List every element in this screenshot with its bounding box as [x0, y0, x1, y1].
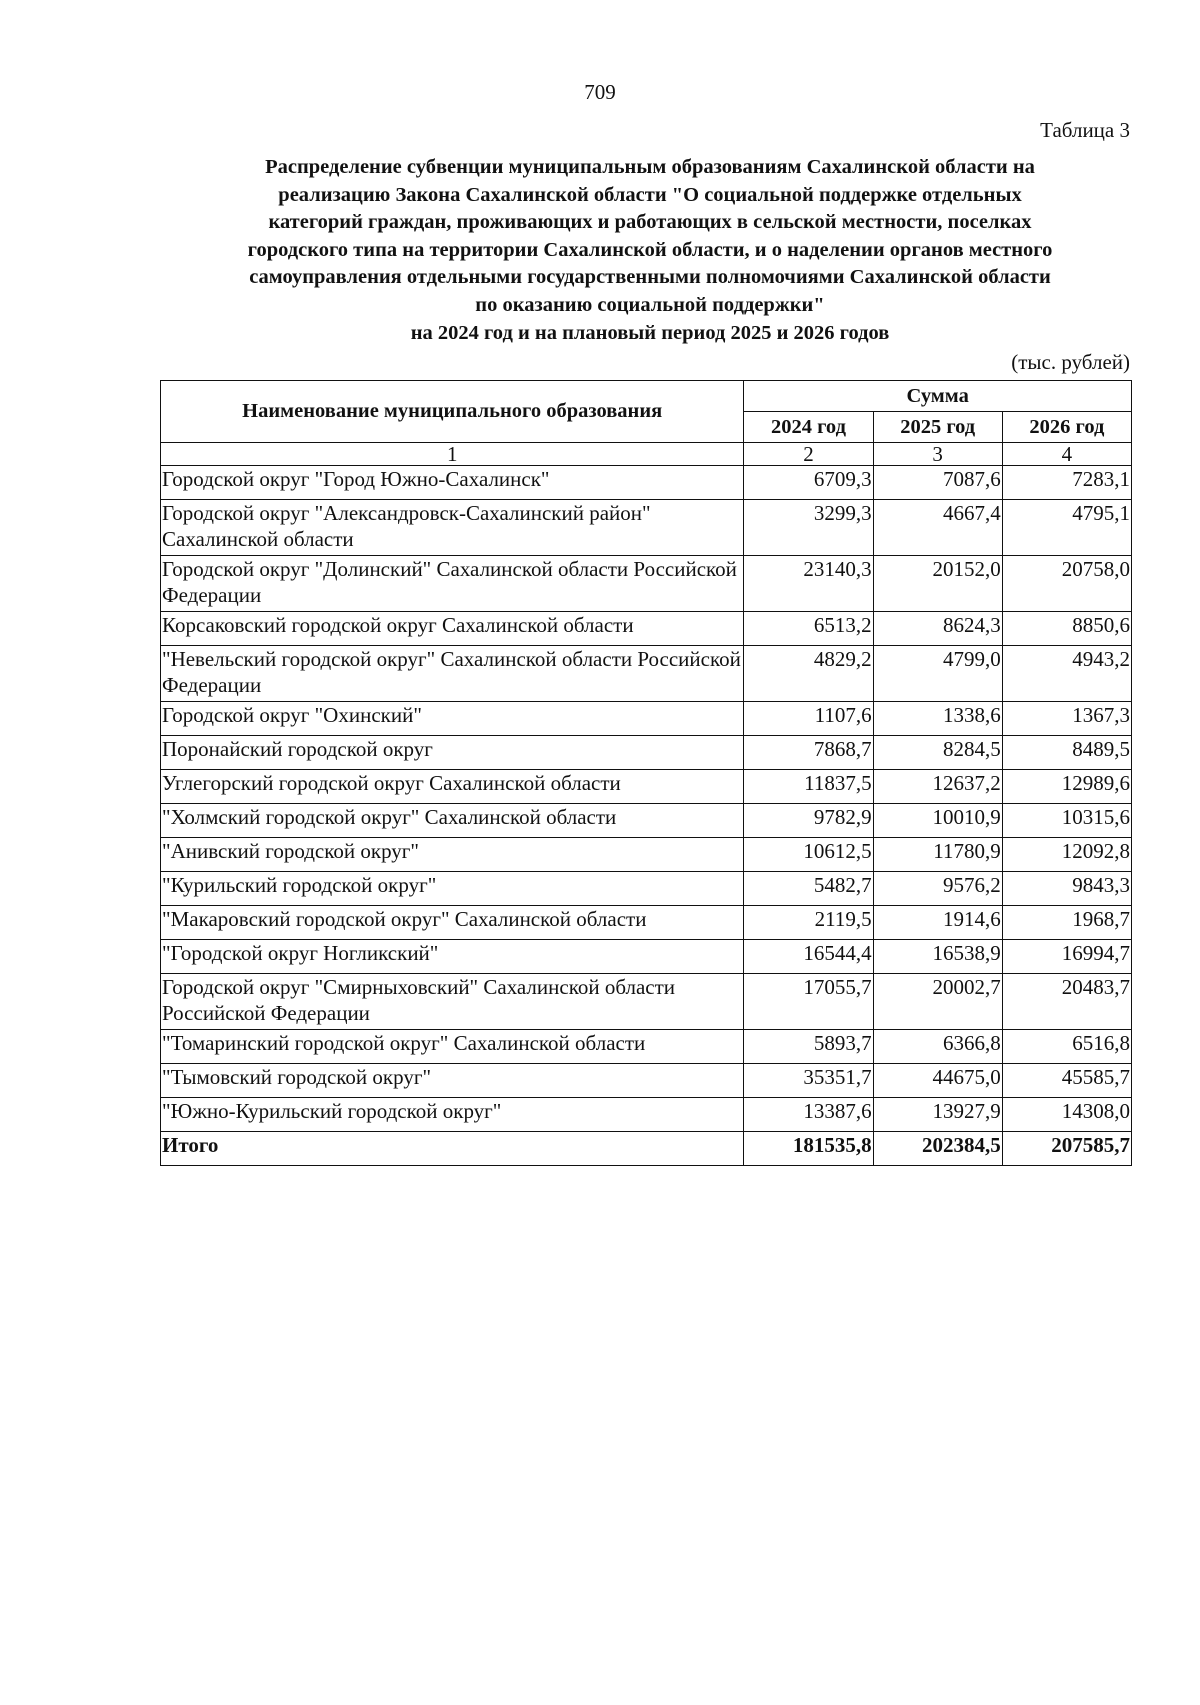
value-2024: 17055,7 [744, 974, 873, 1030]
value-2025: 20152,0 [873, 556, 1002, 612]
value-2025: 4799,0 [873, 646, 1002, 702]
value-2026: 8489,5 [1002, 736, 1131, 770]
table-row [161, 974, 1132, 1030]
municipality-name: "Томаринский городской округ" Сахалинской области [161, 1030, 744, 1064]
column-number: 4 [1002, 443, 1131, 466]
table-row [161, 466, 1132, 500]
units-label: (тыс. рублей) [1011, 350, 1130, 374]
value-2025: 8284,5 [873, 736, 1002, 770]
column-number: 3 [873, 443, 1002, 466]
value-2025: 44675,0 [873, 1064, 1002, 1098]
value-2024: 35351,7 [744, 1064, 873, 1098]
municipality-name: "Невельский городской округ" Сахалинской области Российской Федерации [161, 646, 744, 702]
value-2026: 20483,7 [1002, 974, 1131, 1030]
value-2025: 13927,9 [873, 1098, 1002, 1132]
value-2024: 11837,5 [744, 770, 873, 804]
value-2025: 9576,2 [873, 872, 1002, 906]
municipality-name: Углегорский городской округ Сахалинской области [161, 770, 744, 804]
value-2026: 1367,3 [1002, 702, 1131, 736]
table-row [161, 804, 1132, 838]
municipality-name: Городской округ "Охинский" [161, 702, 744, 736]
value-2024: 10612,5 [744, 838, 873, 872]
value-2025: 12637,2 [873, 770, 1002, 804]
value-2025: 6366,8 [873, 1030, 1002, 1064]
total-2026: 207585,7 [1002, 1132, 1131, 1166]
value-2026: 14308,0 [1002, 1098, 1131, 1132]
value-2026: 20758,0 [1002, 556, 1131, 612]
title-line: Распределение субвенции муниципальным образованиям Сахалинской области на [265, 156, 1035, 178]
header-name: Наименование муниципального образования [161, 381, 744, 443]
municipality-name: "Курильский городской округ" [161, 872, 744, 906]
value-2024: 9782,9 [744, 804, 873, 838]
value-2025: 7087,6 [873, 466, 1002, 500]
municipality-name: "Южно-Курильский городской округ" [161, 1098, 744, 1132]
table-row [161, 906, 1132, 940]
value-2024: 3299,3 [744, 500, 873, 556]
value-2026: 1968,7 [1002, 906, 1131, 940]
municipality-name: "Макаровский городской округ" Сахалинской области [161, 906, 744, 940]
page-number: 709 [584, 80, 616, 104]
table-row [161, 646, 1132, 702]
municipality-name: Городской округ "Долинский" Сахалинской области Российской Федерации [161, 556, 744, 612]
header-year-2025: 2025 год [873, 412, 1002, 443]
municipality-name: "Городской округ Ногликский" [161, 940, 744, 974]
table-row [161, 702, 1132, 736]
header-year-2024: 2024 год [744, 412, 873, 443]
value-2024: 7868,7 [744, 736, 873, 770]
table-row [161, 872, 1132, 906]
table-row [161, 1064, 1132, 1098]
title-line: городского типа на территории Сахалинской области, и о наделении органов местного [247, 238, 1053, 261]
value-2026: 45585,7 [1002, 1064, 1131, 1098]
column-number: 1 [161, 443, 744, 466]
value-2026: 4795,1 [1002, 500, 1131, 556]
value-2024: 6513,2 [744, 612, 873, 646]
value-2025: 4667,4 [873, 500, 1002, 556]
value-2024: 4829,2 [744, 646, 873, 702]
header-sum: Сумма [744, 381, 1132, 412]
table-row [161, 736, 1132, 770]
value-2026: 12092,8 [1002, 838, 1131, 872]
table-row [161, 838, 1132, 872]
table-row [161, 500, 1132, 556]
value-2026: 4943,2 [1002, 646, 1131, 702]
value-2024: 5893,7 [744, 1030, 873, 1064]
municipality-name: Корсаковский городской округ Сахалинской области [161, 612, 744, 646]
value-2024: 6709,3 [744, 466, 873, 500]
title-line: самоуправления отдельными государственными полномочиями Сахалинской области [249, 266, 1051, 289]
municipality-name: Городской округ "Город Южно-Сахалинск" [161, 466, 744, 500]
value-2025: 16538,9 [873, 940, 1002, 974]
value-2024: 2119,5 [744, 906, 873, 940]
value-2026: 10315,6 [1002, 804, 1131, 838]
value-2026: 12989,6 [1002, 770, 1131, 804]
table-row [161, 1030, 1132, 1064]
municipality-name: Городской округ "Александровск-Сахалинский район" Сахалинской области [161, 500, 744, 556]
table-row [161, 556, 1132, 612]
value-2026: 6516,8 [1002, 1030, 1131, 1064]
municipality-name: "Анивский городской округ" [161, 838, 744, 872]
municipality-name: "Тымовский городской округ" [161, 1064, 744, 1098]
municipality-name: Поронайский городской округ [161, 736, 744, 770]
header-year-2026: 2026 год [1002, 412, 1131, 443]
value-2025: 8624,3 [873, 612, 1002, 646]
total-label: Итого [161, 1132, 744, 1166]
value-2025: 1914,6 [873, 906, 1002, 940]
table-row [161, 612, 1132, 646]
title-line: на 2024 год и на плановый период 2025 и 2026 годов [410, 321, 890, 344]
total-2025: 202384,5 [873, 1132, 1002, 1166]
value-2024: 23140,3 [744, 556, 873, 612]
title-line: реализацию Закона Сахалинской области "О социальной поддержке отдельных [278, 183, 1022, 206]
value-2025: 1338,6 [873, 702, 1002, 736]
value-2024: 16544,4 [744, 940, 873, 974]
table-row [161, 770, 1132, 804]
table-label: Таблица 3 [1040, 118, 1130, 142]
municipality-name: Городской округ "Смирныховский" Сахалинской области Российской Федерации [161, 974, 744, 1030]
value-2024: 13387,6 [744, 1098, 873, 1132]
title-line: категорий граждан, проживающих и работающих в сельской местности, поселках [268, 211, 1032, 234]
column-number: 2 [744, 443, 873, 466]
total-2024: 181535,8 [744, 1132, 873, 1166]
subvention-table [160, 380, 1132, 1166]
table-row [161, 940, 1132, 974]
total-row [161, 1132, 1132, 1166]
value-2025: 10010,9 [873, 804, 1002, 838]
municipality-name: "Холмский городской округ" Сахалинской области [161, 804, 744, 838]
value-2024: 5482,7 [744, 872, 873, 906]
value-2025: 20002,7 [873, 974, 1002, 1030]
title-line: по оказанию социальной поддержки" [475, 293, 825, 316]
value-2026: 7283,1 [1002, 466, 1131, 500]
value-2025: 11780,9 [873, 838, 1002, 872]
value-2024: 1107,6 [744, 702, 873, 736]
value-2026: 8850,6 [1002, 612, 1131, 646]
value-2026: 16994,7 [1002, 940, 1131, 974]
value-2026: 9843,3 [1002, 872, 1131, 906]
document-title [150, 154, 1150, 347]
table-row [161, 1098, 1132, 1132]
